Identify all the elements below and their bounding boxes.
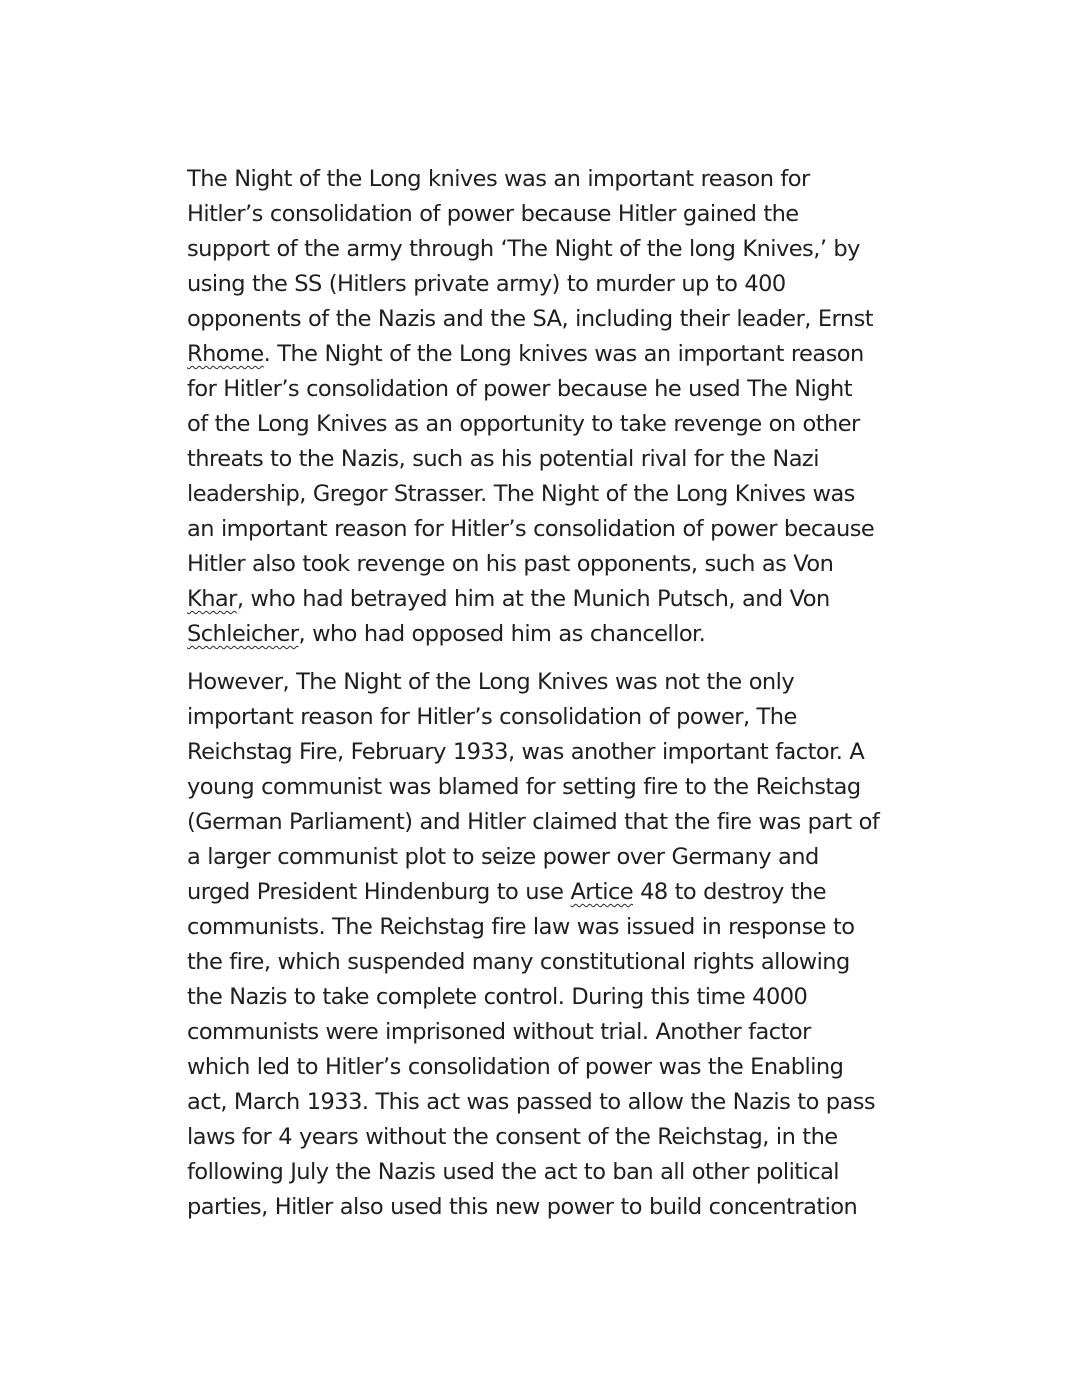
- text-line: [187, 337, 907, 372]
- text-line: support of the army through ‘The Night of the long Knives,’ by: [187, 236, 860, 262]
- text-line: However, The Night of the Long Knives was not the only: [187, 669, 795, 695]
- text-line: (German Parliament) and Hitler claimed that the fire was part of: [187, 809, 880, 835]
- text-line: following July the Nazis used the act to ban all other political: [187, 1159, 840, 1185]
- text-line: using the SS (Hitlers private army) to murder up to 400: [187, 271, 786, 297]
- text-line: Hitler also took revenge on his past opponents, such as Von: [187, 551, 834, 577]
- text-line: Hitler’s consolidation of power because Hitler gained the: [187, 201, 799, 227]
- spellcheck-flagged-word[interactable]: Schleicher: [187, 621, 299, 647]
- spellcheck-flagged-word[interactable]: Rhome: [187, 341, 264, 367]
- text-line: for Hitler’s consolidation of power because he used The Night: [187, 376, 852, 402]
- text-line: act, March 1933. This act was passed to allow the Nazis to pass: [187, 1089, 876, 1115]
- text-run: , who had opposed him as chancellor.: [298, 621, 706, 647]
- text-line: an important reason for Hitler’s consolidation of power because: [187, 516, 875, 542]
- text-line: communists were imprisoned without trial. Another factor: [187, 1019, 811, 1045]
- text-line: parties, Hitler also used this new power to build concentration: [187, 1194, 858, 1220]
- paragraph-reichstag-fire: [187, 665, 907, 1225]
- spellcheck-flagged-word[interactable]: Artice: [570, 879, 634, 905]
- text-line: communists. The Reichstag fire law was issued in response to: [187, 914, 855, 940]
- text-line: the Nazis to take complete control. During this time 4000: [187, 984, 808, 1010]
- text-line: Reichstag Fire, February 1933, was another important factor. A: [187, 739, 865, 765]
- text-line: young communist was blamed for setting fire to the Reichstag: [187, 774, 861, 800]
- text-line: the fire, which suspended many constitutional rights allowing: [187, 949, 850, 975]
- text-run: . The Night of the Long knives was an important reason: [263, 341, 864, 367]
- text-line: threats to the Nazis, such as his potential rival for the Nazi: [187, 446, 819, 472]
- text-line: important reason for Hitler’s consolidation of power, The: [187, 704, 797, 730]
- text-line: opponents of the Nazis and the SA, including their leader, Ernst: [187, 306, 874, 332]
- text-line: [187, 582, 907, 617]
- text-line: of the Long Knives as an opportunity to take revenge on other: [187, 411, 860, 437]
- text-line: laws for 4 years without the consent of the Reichstag, in the: [187, 1124, 838, 1150]
- text-line: leadership, Gregor Strasser. The Night of the Long Knives was: [187, 481, 855, 507]
- text-line: which led to Hitler’s consolidation of power was the Enabling: [187, 1054, 844, 1080]
- text-run: urged President Hindenburg to use: [187, 879, 571, 905]
- paragraph-night-of-long-knives: [187, 162, 907, 652]
- text-run: , who had betrayed him at the Munich Putsch, and Von: [236, 586, 830, 612]
- text-line: [187, 617, 907, 652]
- spellcheck-flagged-word[interactable]: Khar: [187, 586, 237, 612]
- text-line: [187, 875, 907, 910]
- text-line: a larger communist plot to seize power over Germany and: [187, 844, 819, 870]
- text-run: 48 to destroy the: [633, 879, 827, 905]
- text-line: The Night of the Long knives was an important reason for: [187, 166, 810, 192]
